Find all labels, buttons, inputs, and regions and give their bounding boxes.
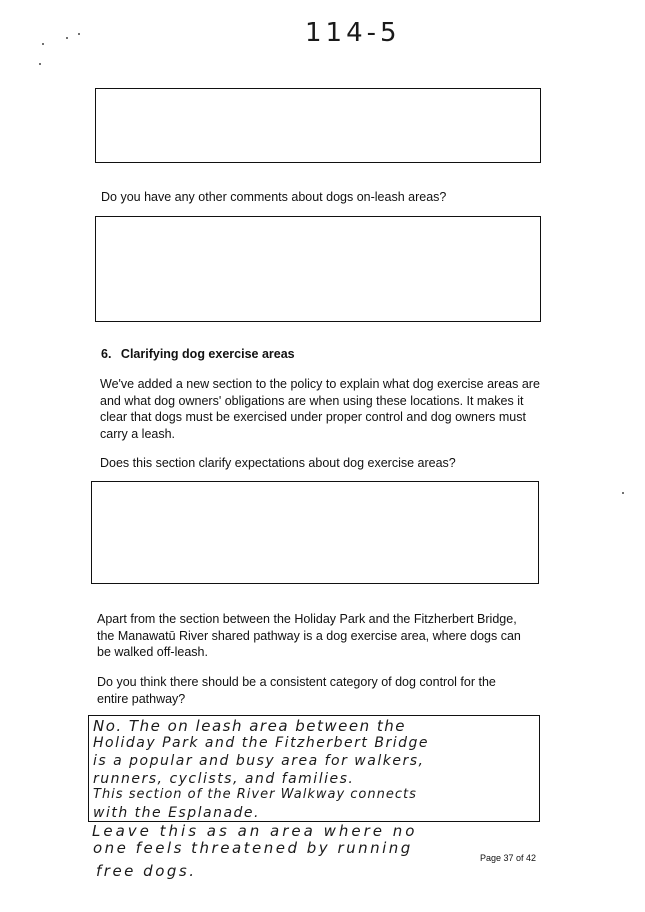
pathway-paragraph: Apart from the section between the Holiday Park and the Fitzherbert Bridge, the Manawatū River shared pathway is a dog exercise area, where dogs can be walked off-leash. xyxy=(97,612,521,659)
section-number: 6. xyxy=(101,347,112,361)
handwritten-answer-line: Leave this as an area where no xyxy=(92,822,418,840)
scan-speck xyxy=(39,63,41,65)
handwritten-reference-number: 114-5 xyxy=(305,18,401,48)
page-number: Page 37 of 42 xyxy=(480,853,537,863)
handwritten-answer-line: with the Esplanade. xyxy=(93,805,260,821)
scan-speck xyxy=(622,492,624,494)
handwritten-answer-line: runners, cyclists, and families. xyxy=(93,771,355,787)
question-clarify-expectations: Does this section clarify expectations about dog exercise areas? xyxy=(100,456,456,470)
section-intro-paragraph: We've added a new section to the policy to explain what dog exercise areas are and what dog owners' obligations are when using these locations. It makes it clear that dogs must be exercised under proper control and dog owners must carry a leash. xyxy=(100,377,540,441)
scan-speck xyxy=(42,43,44,45)
handwritten-answer-line: This section of the River Walkway connects xyxy=(93,787,417,802)
answer-box-clarify-expectations[interactable] xyxy=(91,481,539,584)
handwritten-answer-line: is a popular and busy area for walkers, xyxy=(93,753,425,769)
handwritten-answer-line: one feels threatened by running xyxy=(93,839,413,857)
section-heading xyxy=(101,347,295,361)
scan-speck xyxy=(66,37,68,39)
answer-box-previous-question[interactable] xyxy=(95,88,541,163)
answer-box-other-comments[interactable] xyxy=(95,216,541,322)
question-other-comments: Do you have any other comments about dogs on-leash areas? xyxy=(101,190,447,204)
question-consistent-category: Do you think there should be a consistent category of dog control for the entire pathway? xyxy=(97,675,496,706)
handwritten-answer-line: Holiday Park and the Fitzherbert Bridge xyxy=(93,735,429,751)
handwritten-answer-line: No. The on leash area between the xyxy=(93,717,407,735)
scan-speck xyxy=(78,33,80,35)
section-title: Clarifying dog exercise areas xyxy=(120,347,295,361)
handwritten-answer-line: free dogs. xyxy=(96,862,197,880)
